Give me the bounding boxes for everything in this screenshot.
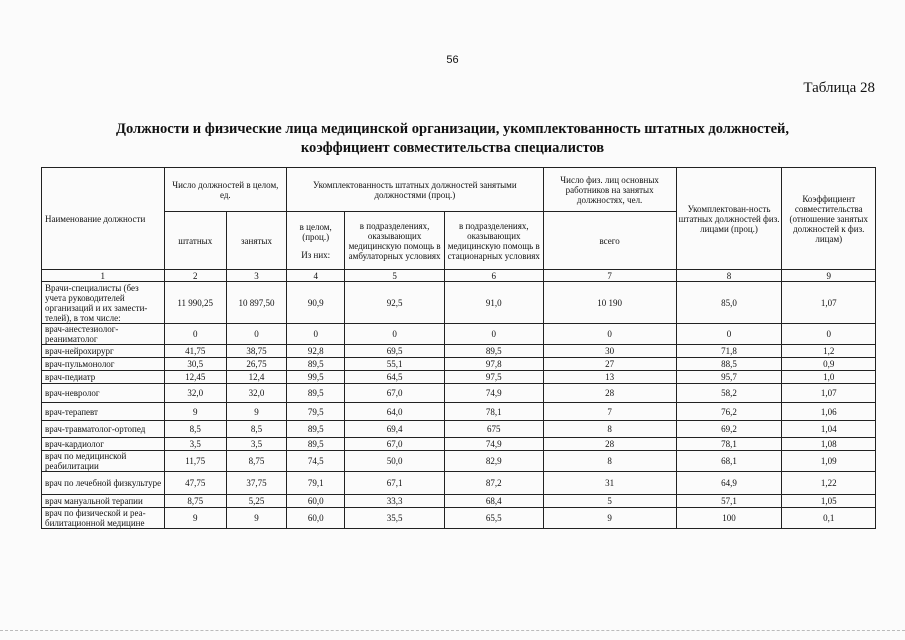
cell-value: 68,4 <box>444 495 543 508</box>
header-count-group: Число должностей в целом, ед. <box>164 168 287 212</box>
cell-value: 74,9 <box>444 384 543 403</box>
cell-value: 3,5 <box>226 438 286 451</box>
cell-value: 26,75 <box>226 358 286 371</box>
position-name: врач-нейрохирург <box>42 345 165 358</box>
cell-value: 57,1 <box>676 495 782 508</box>
cell-value: 41,75 <box>164 345 226 358</box>
cell-value: 28 <box>543 384 676 403</box>
cell-value: 28 <box>543 438 676 451</box>
column-number: 9 <box>782 270 876 282</box>
cell-value: 55,1 <box>345 358 445 371</box>
cell-value: 38,75 <box>226 345 286 358</box>
cell-value: 0,1 <box>782 508 876 529</box>
cell-value: 69,5 <box>345 345 445 358</box>
position-name: врач-педиатр <box>42 371 165 384</box>
cell-value: 79,5 <box>287 403 345 421</box>
cell-value: 69,4 <box>345 421 445 438</box>
cell-value: 78,1 <box>676 438 782 451</box>
cell-value: 1,04 <box>782 421 876 438</box>
cell-value: 1,07 <box>782 384 876 403</box>
cell-value: 1,0 <box>782 371 876 384</box>
cell-value: 32,0 <box>164 384 226 403</box>
cell-value: 8 <box>543 451 676 472</box>
cell-value: 67,0 <box>345 384 445 403</box>
cell-value: 64,9 <box>676 472 782 495</box>
cell-value: 3,5 <box>164 438 226 451</box>
position-name: врач по медицинской реабилитации <box>42 451 165 472</box>
cell-value: 89,5 <box>287 421 345 438</box>
table-row <box>42 324 876 345</box>
cell-value: 68,1 <box>676 451 782 472</box>
cell-value: 0 <box>287 324 345 345</box>
cell-value: 71,8 <box>676 345 782 358</box>
header-persons-total: всего <box>543 212 676 270</box>
cell-value: 1,09 <box>782 451 876 472</box>
position-name: врач-травматолог-ортопед <box>42 421 165 438</box>
position-name: Врачи-специалисты (без учета руководителей организаций и их замести-телей), в том числе: <box>42 282 165 324</box>
cell-value: 0 <box>676 324 782 345</box>
table-row <box>42 495 876 508</box>
cell-value: 13 <box>543 371 676 384</box>
table-row <box>42 451 876 472</box>
cell-value: 8,75 <box>164 495 226 508</box>
cell-value: 92,8 <box>287 345 345 358</box>
cell-value: 58,2 <box>676 384 782 403</box>
cell-value: 11 990,25 <box>164 282 226 324</box>
header-ambulatory: в подразделениях, оказывающих медицинскую помощь в амбулаторных условиях <box>345 212 445 270</box>
column-number: 1 <box>42 270 165 282</box>
cell-value: 74,5 <box>287 451 345 472</box>
cell-value: 12,45 <box>164 371 226 384</box>
cell-value: 97,8 <box>444 358 543 371</box>
cell-value: 92,5 <box>345 282 445 324</box>
cell-value: 74,9 <box>444 438 543 451</box>
cell-value: 65,5 <box>444 508 543 529</box>
cell-value: 1,07 <box>782 282 876 324</box>
header-name: Наименование должности <box>42 168 165 270</box>
cell-value: 7 <box>543 403 676 421</box>
cell-value: 12,4 <box>226 371 286 384</box>
cell-value: 8,75 <box>226 451 286 472</box>
position-name: врач-терапевт <box>42 403 165 421</box>
header-total-pct-label: в целом, (проц.) <box>299 221 332 242</box>
column-number: 5 <box>345 270 445 282</box>
column-number: 7 <box>543 270 676 282</box>
table-row <box>42 421 876 438</box>
cell-value: 8,5 <box>226 421 286 438</box>
table-row <box>42 371 876 384</box>
table-body <box>42 282 876 529</box>
cell-value: 9 <box>226 508 286 529</box>
cell-value: 9 <box>226 403 286 421</box>
header-persons-group: Число физ. лиц основных работников на занятых должностях, чел. <box>543 168 676 212</box>
header-total-pct <box>287 212 345 270</box>
table-row <box>42 282 876 324</box>
cell-value: 0 <box>345 324 445 345</box>
cell-value: 87,2 <box>444 472 543 495</box>
column-number: 4 <box>287 270 345 282</box>
column-number: 8 <box>676 270 782 282</box>
cell-value: 82,9 <box>444 451 543 472</box>
cell-value: 0 <box>782 324 876 345</box>
cell-value: 85,0 <box>676 282 782 324</box>
cell-value: 675 <box>444 421 543 438</box>
cell-value: 0 <box>164 324 226 345</box>
header-coefficient: Коэффициент совместительства (отношение занятых должностей к физ. лицам) <box>782 168 876 270</box>
header-of-them: Из них: <box>301 249 331 260</box>
cell-value: 37,75 <box>226 472 286 495</box>
header-stationary: в подразделениях, оказывающих медицинскую помощь в стационарных условиях <box>444 212 543 270</box>
cell-value: 89,5 <box>287 384 345 403</box>
cell-value: 88,5 <box>676 358 782 371</box>
cell-value: 1,08 <box>782 438 876 451</box>
table-row <box>42 403 876 421</box>
cell-value: 33,3 <box>345 495 445 508</box>
cell-value: 60,0 <box>287 495 345 508</box>
table-label: Таблица 28 <box>803 80 875 96</box>
cell-value: 67,1 <box>345 472 445 495</box>
position-name: врач мануальной терапии <box>42 495 165 508</box>
cell-value: 64,5 <box>345 371 445 384</box>
cell-value: 89,5 <box>444 345 543 358</box>
cell-value: 27 <box>543 358 676 371</box>
header-staff: штатных <box>164 212 226 270</box>
cell-value: 76,2 <box>676 403 782 421</box>
position-name: врач-кардиолог <box>42 438 165 451</box>
header-row-1 <box>42 168 876 212</box>
cell-value: 91,0 <box>444 282 543 324</box>
position-name: врач-анестезиолог-реаниматолог <box>42 324 165 345</box>
cell-value: 8,5 <box>164 421 226 438</box>
cell-value: 89,5 <box>287 358 345 371</box>
cell-value: 90,9 <box>287 282 345 324</box>
column-number-row <box>42 270 876 282</box>
column-number: 3 <box>226 270 286 282</box>
cell-value: 10 897,50 <box>226 282 286 324</box>
table-row <box>42 472 876 495</box>
cell-value: 1,05 <box>782 495 876 508</box>
cell-value: 67,0 <box>345 438 445 451</box>
position-name: врач-пульмонолог <box>42 358 165 371</box>
table-row <box>42 508 876 529</box>
column-number: 2 <box>164 270 226 282</box>
header-persons-staffing: Укомплектован-ность штатных должностей физ. лицами (проц.) <box>676 168 782 270</box>
cell-value: 5,25 <box>226 495 286 508</box>
table-row <box>42 438 876 451</box>
cell-value: 9 <box>164 508 226 529</box>
cell-value: 95,7 <box>676 371 782 384</box>
table-row <box>42 345 876 358</box>
page-number: 56 <box>446 54 459 66</box>
table-title <box>60 120 845 158</box>
cell-value: 10 190 <box>543 282 676 324</box>
cell-value: 30,5 <box>164 358 226 371</box>
cell-value: 47,75 <box>164 472 226 495</box>
position-name: врач по физической и реа-билитационной медицине <box>42 508 165 529</box>
table-row <box>42 384 876 403</box>
staffing-table <box>41 167 876 529</box>
position-name: врач-невролог <box>42 384 165 403</box>
cell-value: 8 <box>543 421 676 438</box>
cell-value: 89,5 <box>287 438 345 451</box>
cell-value: 78,1 <box>444 403 543 421</box>
cell-value: 31 <box>543 472 676 495</box>
cell-value: 60,0 <box>287 508 345 529</box>
table-row <box>42 358 876 371</box>
cell-value: 5 <box>543 495 676 508</box>
cell-value: 97,5 <box>444 371 543 384</box>
cell-value: 64,0 <box>345 403 445 421</box>
cell-value: 0 <box>444 324 543 345</box>
cell-value: 30 <box>543 345 676 358</box>
cell-value: 9 <box>543 508 676 529</box>
cell-value: 79,1 <box>287 472 345 495</box>
cell-value: 35,5 <box>345 508 445 529</box>
column-number: 6 <box>444 270 543 282</box>
cell-value: 1,06 <box>782 403 876 421</box>
cell-value: 50,0 <box>345 451 445 472</box>
cell-value: 0 <box>543 324 676 345</box>
header-occupied: занятых <box>226 212 286 270</box>
position-name: врач по лечебной физкультуре <box>42 472 165 495</box>
cell-value: 1,22 <box>782 472 876 495</box>
cell-value: 0 <box>226 324 286 345</box>
cell-value: 1,2 <box>782 345 876 358</box>
cell-value: 32,0 <box>226 384 286 403</box>
cell-value: 69,2 <box>676 421 782 438</box>
title-line-2: коэффициент совместительства специалистов <box>300 140 605 156</box>
header-staffing-group: Укомплектованность штатных должностей занятыми должностями (проц.) <box>287 168 544 212</box>
cell-value: 100 <box>676 508 782 529</box>
scan-edge-line <box>0 630 905 631</box>
cell-value: 0,9 <box>782 358 876 371</box>
cell-value: 9 <box>164 403 226 421</box>
cell-value: 99,5 <box>287 371 345 384</box>
title-line-1: Должности и физические лица медицинской организации, укомплектованность штатных должностей, <box>115 121 789 137</box>
cell-value: 11,75 <box>164 451 226 472</box>
